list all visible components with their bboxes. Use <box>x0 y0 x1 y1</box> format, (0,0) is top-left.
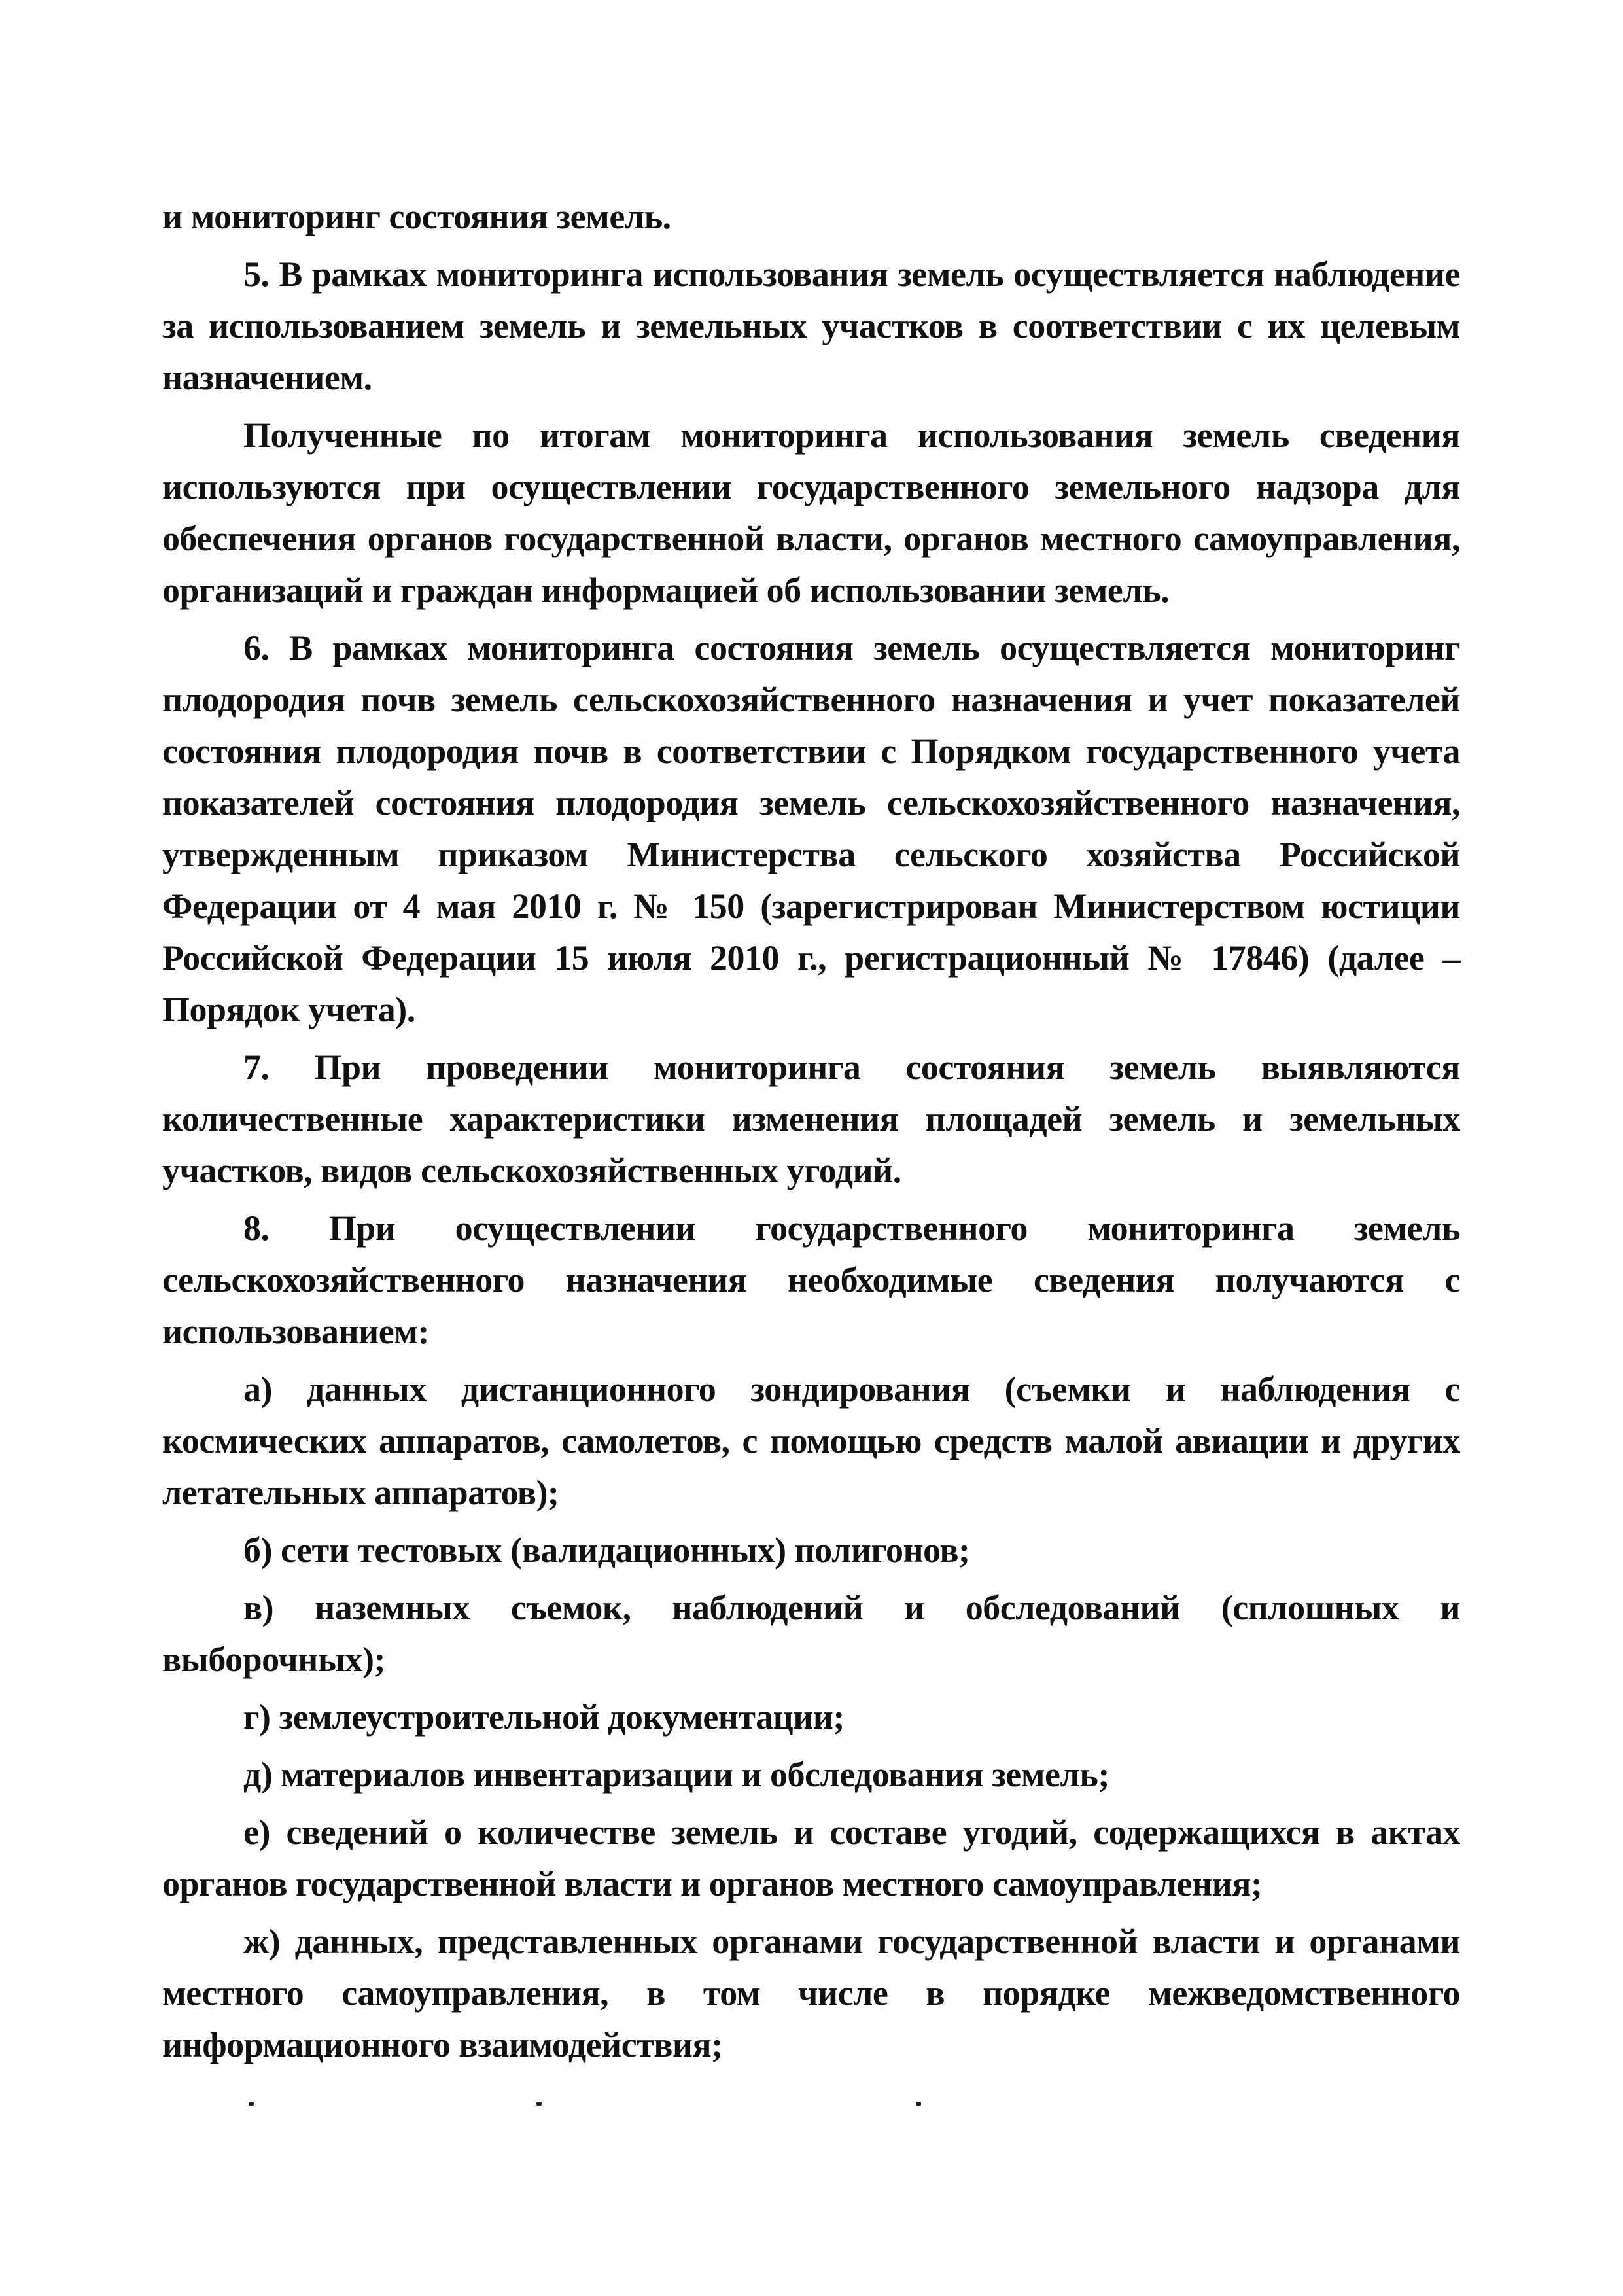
paragraph-item-8: 8. При осуществлении государственного мониторинга земель сельскохозяйственного назначения необходимые сведения получаются с использованием: <box>162 1209 1460 1351</box>
paragraph-item-7: 7. При проведении мониторинга состояния земель выявляются количественные характеристики изменения площадей земель и земельных участков, видов сельскохозяйственных угодий. <box>162 1048 1460 1190</box>
list-item-e: е) сведений о количестве земель и составе угодий, содержащихся в актах органов государственной власти и органов местного самоуправления; <box>162 1812 1460 1903</box>
list-item-zh: ж) данных, представленных органами государственной власти и органами местного самоуправления, в том числе в порядке межведомственного информационного взаимодействия; <box>162 1922 1460 2064</box>
paragraph-item-6: 6. В рамках мониторинга состояния земель осуществляется мониторинг плодородия почв земель сельскохозяйственного назначения и учет показателей состояния плодородия почв в соответствии с Порядком государственного учета показателей состояния плодородия земель сельскохозяйственного назначения, утвержденным приказом Министерства сельского хозяйства Российской Федерации от 4 мая 2010 г. № 150 (зарегистрирован Министерством юстиции Российской Федерации 15 июля 2010 г., регистрационный № 17846) (далее – Порядок учета). <box>162 628 1460 1029</box>
document-page <box>162 191 1460 2071</box>
list-item-g: г) землеустроительной документации; <box>243 1697 845 1737</box>
paragraph-continuation: и мониторинг состояния земель. <box>162 197 671 236</box>
list-item-b: б) сети тестовых (валидационных) полигонов; <box>243 1530 970 1570</box>
cut-off-next-line-marks <box>249 2102 1426 2115</box>
list-item-d: д) материалов инвентаризации и обследования земель; <box>243 1755 1109 1794</box>
list-item-a: а) данных дистанционного зондирования (съемки и наблюдения с космических аппаратов, самолетов, с помощью средств малой авиации и других летательных аппаратов); <box>162 1369 1460 1512</box>
paragraph-results-usage: Полученные по итогам мониторинга использования земель сведения используются при осуществлении государственного земельного надзора для обеспечения органов государственной власти, органов местного самоуправления, организаций и граждан информацией об использовании земель. <box>162 415 1460 610</box>
paragraph-item-5: 5. В рамках мониторинга использования земель осуществляется наблюдение за использованием земель и земельных участков в соответствии с их целевым назначением. <box>162 255 1460 397</box>
list-item-v: в) наземных съемок, наблюдений и обследований (сплошных и выборочных); <box>162 1588 1460 1679</box>
